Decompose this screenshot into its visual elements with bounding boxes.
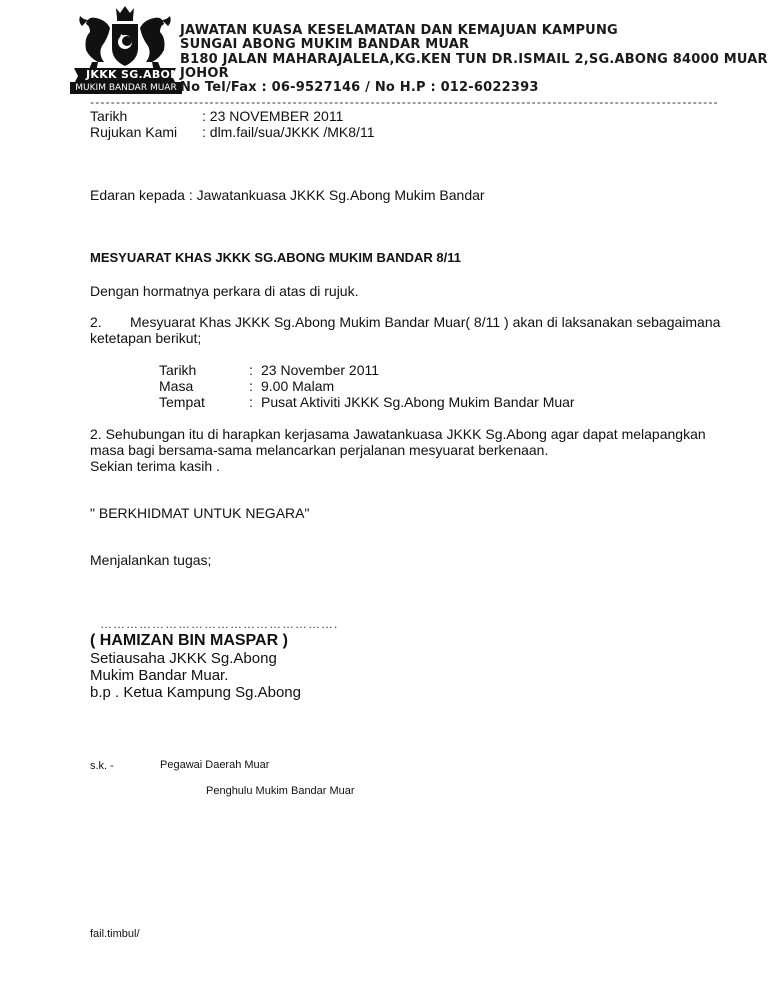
reference-label: Rujukan Kami	[90, 124, 178, 140]
cc-label: s.k. -	[90, 760, 114, 772]
cc-recipient2: Penghulu Mukim Bandar Muar	[206, 785, 355, 797]
para2-line2: ketetapan berikut;	[90, 330, 202, 346]
para3-line2: masa bagi bersama-sama melancarkan perjalanan mesyuarat berkenaan.	[90, 442, 549, 458]
detail-sep: :	[249, 394, 253, 410]
address-line2: JOHOR	[180, 66, 229, 81]
address-line1: B180 JALAN MAHARAJALELA,KG.KEN TUN DR.ISMAIL 2,SG.ABONG 84000 MUAR	[180, 52, 768, 67]
detail-value: Pusat Aktiviti JKKK Sg.Abong Mukim Bandar Muar	[261, 394, 575, 410]
closing-line: Menjalankan tugas;	[90, 552, 212, 568]
para2-number: 2.	[90, 314, 102, 330]
header-divider: -------------------------------------------------------------------------------------------------------------------------	[90, 95, 719, 109]
letter-subject: MESYUARAT KHAS JKKK SG.ABONG MUKIM BANDAR 8/11	[90, 250, 462, 265]
greeting-line: Dengan hormatnya perkara di atas di rujuk.	[90, 283, 359, 299]
reference-value: : dlm.fail/sua/JKKK /MK8/11	[202, 124, 375, 140]
para3-line1: 2. Sehubungan itu di harapkan kerjasama Jawatankuasa JKKK Sg.Abong agar dapat melapangkan	[90, 426, 706, 442]
date-value: : 23 NOVEMBER 2011	[202, 108, 344, 124]
detail-label: Masa	[159, 378, 194, 394]
logo-subtitle-text: MUKIM BANDAR MUAR	[75, 83, 177, 93]
detail-row-date	[159, 362, 379, 378]
para2-line1	[90, 314, 720, 330]
jkkk-logo	[68, 4, 190, 96]
cc-recipient1: Pegawai Daerah Muar	[160, 759, 270, 771]
signatory-name: ( HAMIZAN BIN MASPAR )	[90, 632, 288, 649]
date-label: Tarikh	[90, 108, 128, 124]
contact-line: No Tel/Fax : 06-9527146 / No H.P : 012-6022393	[180, 80, 539, 95]
detail-label: Tempat	[159, 394, 205, 410]
detail-sep: :	[249, 378, 253, 394]
recipient-line: Edaran kepada : Jawatankuasa JKKK Sg.Abong Mukim Bandar	[90, 187, 485, 203]
signatory-title1: Setiausaha JKKK Sg.Abong	[90, 650, 277, 667]
detail-row-time	[159, 378, 334, 394]
detail-row-venue	[159, 394, 575, 410]
reference-row	[90, 124, 374, 140]
detail-label: Tarikh	[159, 362, 197, 378]
org-name-line1: JAWATAN KUASA KESELAMATAN DAN KEMAJUAN KAMPUNG	[180, 23, 618, 38]
org-name-line2: SUNGAI ABONG MUKIM BANDAR MUAR	[180, 37, 470, 52]
detail-value: 23 November 2011	[261, 362, 380, 378]
motto-line: " BERKHIDMAT UNTUK NEGARA"	[90, 505, 310, 521]
signature-dots: ……………………………………………….	[100, 617, 339, 631]
file-footer: fail.timbul/	[90, 928, 140, 940]
para2-text: Mesyuarat Khas JKKK Sg.Abong Mukim Bandar Muar( 8/11 ) akan di laksanakan sebagaimana	[130, 314, 721, 330]
logo-banner-text: JKKK SG.ABONG	[86, 68, 190, 81]
detail-sep: :	[249, 362, 253, 378]
thanks-line: Sekian terima kasih .	[90, 458, 220, 474]
date-row	[90, 108, 343, 124]
signatory-title2: Mukim Bandar Muar.	[90, 667, 229, 684]
signatory-title3: b.p . Ketua Kampung Sg.Abong	[90, 684, 301, 701]
detail-value: 9.00 Malam	[261, 378, 335, 394]
